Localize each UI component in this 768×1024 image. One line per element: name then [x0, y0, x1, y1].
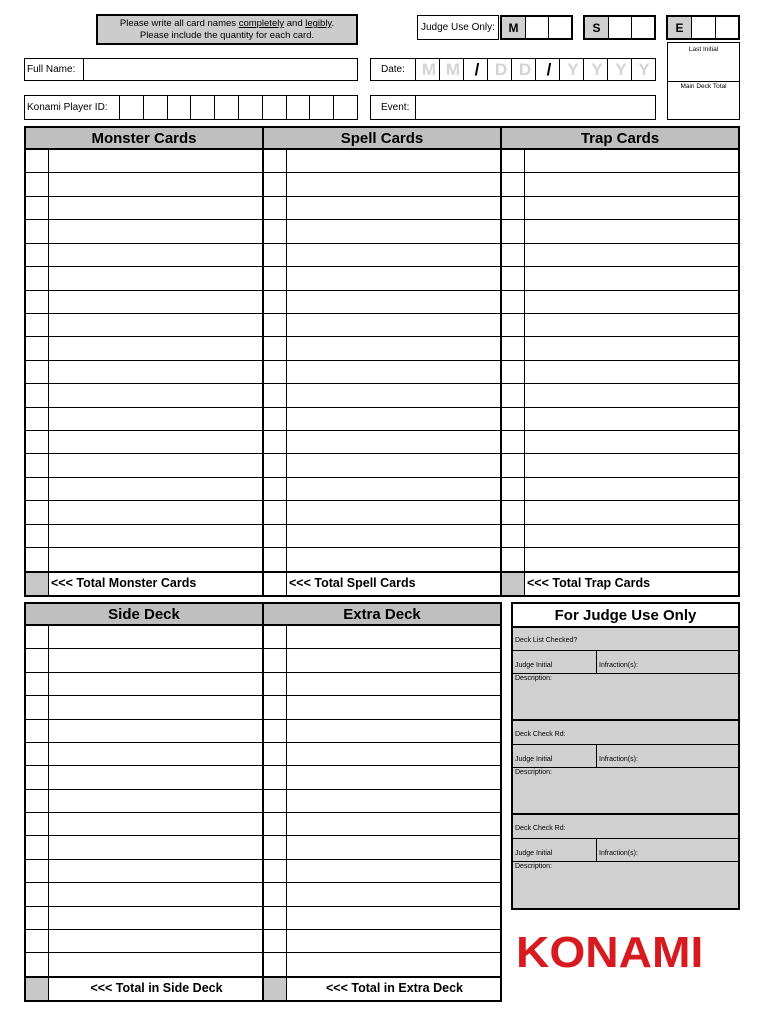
- card-row[interactable]: [26, 696, 262, 719]
- date-field[interactable]: [370, 58, 656, 81]
- total-row[interactable]: [264, 978, 500, 1000]
- total-extra-label: <<< Total in Extra Deck: [326, 980, 463, 995]
- description-label: Description:: [515, 675, 552, 682]
- main-deck-total-label: Main Deck Total: [680, 83, 727, 90]
- card-row[interactable]: [264, 314, 500, 337]
- deck-check-rd-label: Deck Check Rd:: [515, 731, 566, 738]
- card-row[interactable]: [502, 384, 738, 407]
- card-row[interactable]: [26, 525, 262, 548]
- card-row[interactable]: [26, 930, 262, 953]
- card-row[interactable]: [502, 291, 738, 314]
- date-year-placeholder: Y: [591, 60, 603, 79]
- card-row[interactable]: [264, 766, 500, 789]
- card-row[interactable]: [264, 860, 500, 883]
- event-label: Event:: [381, 102, 410, 113]
- card-row[interactable]: [502, 525, 738, 548]
- notice-line-2: Please include the quantity for each card.: [139, 30, 315, 41]
- card-row[interactable]: [264, 478, 500, 501]
- player-id-field[interactable]: [24, 95, 358, 120]
- card-row[interactable]: [502, 244, 738, 267]
- date-day-placeholder: D: [518, 60, 532, 79]
- total-count-cell[interactable]: [264, 573, 287, 595]
- date-year-placeholder: Y: [567, 60, 579, 79]
- card-row[interactable]: [26, 813, 262, 836]
- monster-cards-title: Monster Cards: [26, 128, 262, 150]
- date-month-placeholder: M: [421, 60, 437, 79]
- card-row[interactable]: [264, 173, 500, 196]
- card-row[interactable]: [26, 337, 262, 360]
- card-row[interactable]: [26, 907, 262, 930]
- card-row[interactable]: [26, 766, 262, 789]
- card-row[interactable]: [26, 836, 262, 859]
- card-row[interactable]: [502, 431, 738, 454]
- card-row[interactable]: [26, 291, 262, 314]
- card-row[interactable]: [502, 478, 738, 501]
- judge-initial-row[interactable]: [513, 745, 738, 768]
- total-row[interactable]: [502, 573, 738, 595]
- infraction-label: Infraction(s):: [599, 756, 638, 763]
- card-row[interactable]: [264, 626, 500, 649]
- card-row[interactable]: [264, 501, 500, 524]
- card-row[interactable]: [264, 454, 500, 477]
- judge-use-panel: [511, 602, 740, 910]
- card-row[interactable]: [264, 361, 500, 384]
- card-row[interactable]: [26, 790, 262, 813]
- judge-box-s[interactable]: [583, 15, 656, 40]
- trap-cards-title: Trap Cards: [502, 128, 738, 150]
- spell-cards-section: [262, 126, 502, 597]
- card-row[interactable]: [264, 384, 500, 407]
- judge-box-m[interactable]: [500, 15, 573, 40]
- card-row[interactable]: [264, 790, 500, 813]
- date-separator: /: [546, 60, 552, 79]
- card-row[interactable]: [264, 337, 500, 360]
- card-row[interactable]: [26, 743, 262, 766]
- judge-panel-title: For Judge Use Only: [513, 604, 738, 628]
- card-row[interactable]: [26, 860, 262, 883]
- total-count-cell[interactable]: [264, 978, 287, 1000]
- trap-cards-section: [500, 126, 740, 597]
- judge-use-label-box: [417, 15, 499, 40]
- card-row[interactable]: [26, 649, 262, 672]
- card-row[interactable]: [26, 626, 262, 649]
- player-id-label: Konami Player ID:: [27, 102, 108, 113]
- card-row[interactable]: [26, 548, 262, 572]
- total-count-cell[interactable]: [26, 978, 49, 1000]
- total-side-label: <<< Total in Side Deck: [90, 980, 223, 995]
- date-day-placeholder: D: [494, 60, 508, 79]
- card-row[interactable]: [502, 267, 738, 290]
- card-row[interactable]: [264, 244, 500, 267]
- total-row[interactable]: [264, 573, 500, 595]
- notice-emphasis-completely: completely: [238, 18, 285, 29]
- card-row[interactable]: [26, 431, 262, 454]
- card-row[interactable]: [264, 649, 500, 672]
- side-deck-title: Side Deck: [26, 604, 262, 626]
- deck-check-rd-label: Deck Check Rd:: [515, 825, 566, 832]
- infraction-label: Infraction(s):: [599, 850, 638, 857]
- judge-totals-box[interactable]: [667, 42, 740, 120]
- judge-box-e-key: E: [668, 17, 692, 38]
- date-year-placeholder: Y: [615, 60, 627, 79]
- date-year-placeholder: Y: [638, 60, 650, 79]
- total-row[interactable]: [26, 573, 262, 595]
- judge-initial-label: Judge Initial: [515, 662, 553, 669]
- card-row[interactable]: [502, 501, 738, 524]
- full-name-label: Full Name:: [27, 64, 76, 75]
- card-row[interactable]: [264, 220, 500, 243]
- notice-text: Please write all card names: [119, 18, 239, 29]
- card-row[interactable]: [264, 953, 500, 977]
- notice-text: and: [284, 18, 306, 29]
- card-row[interactable]: [26, 244, 262, 267]
- deck-check-rd-row[interactable]: [513, 721, 738, 745]
- total-trap-label: <<< Total Trap Cards: [527, 575, 651, 590]
- extra-deck-title: Extra Deck: [264, 604, 500, 626]
- total-spell-label: <<< Total Spell Cards: [289, 575, 416, 590]
- deck-check-rd-row[interactable]: [513, 815, 738, 839]
- card-row[interactable]: [264, 408, 500, 431]
- notice-text: .: [331, 18, 335, 29]
- deck-list-checked-row[interactable]: [513, 628, 738, 651]
- card-row[interactable]: [502, 408, 738, 431]
- card-row[interactable]: [264, 150, 500, 173]
- card-row[interactable]: [264, 813, 500, 836]
- card-row[interactable]: [264, 930, 500, 953]
- card-row[interactable]: [26, 883, 262, 906]
- card-row[interactable]: [26, 501, 262, 524]
- card-row[interactable]: [264, 836, 500, 859]
- judge-use-label: Judge Use Only:: [421, 22, 495, 33]
- card-row[interactable]: [26, 454, 262, 477]
- total-count-cell[interactable]: [502, 573, 525, 595]
- card-row[interactable]: [264, 883, 500, 906]
- card-row[interactable]: [502, 454, 738, 477]
- side-deck-section: [24, 602, 264, 1002]
- card-row[interactable]: [502, 220, 738, 243]
- card-row[interactable]: [264, 525, 500, 548]
- card-row[interactable]: [26, 361, 262, 384]
- card-row[interactable]: [26, 478, 262, 501]
- extra-deck-section: [262, 602, 502, 1002]
- description-area[interactable]: [513, 674, 738, 721]
- card-row[interactable]: [502, 314, 738, 337]
- card-row[interactable]: [502, 548, 738, 572]
- card-row[interactable]: [26, 197, 262, 220]
- card-row[interactable]: [26, 720, 262, 743]
- description-area[interactable]: [513, 768, 738, 815]
- infraction-label: Infraction(s):: [599, 662, 638, 669]
- konami-logo: KONAMI: [516, 928, 704, 977]
- card-row[interactable]: [502, 337, 738, 360]
- card-row[interactable]: [264, 197, 500, 220]
- notice-emphasis-legibly: legibly: [305, 18, 332, 29]
- card-row[interactable]: [264, 907, 500, 930]
- card-row[interactable]: [264, 267, 500, 290]
- last-initial-label: Last Initial: [688, 46, 719, 53]
- total-monster-label: <<< Total Monster Cards: [51, 575, 197, 590]
- description-label: Description:: [515, 769, 552, 776]
- date-separator: /: [474, 60, 480, 79]
- event-field[interactable]: [370, 95, 656, 120]
- deck-list-checked-label: Deck List Checked?: [515, 637, 578, 644]
- monster-cards-section: [24, 126, 264, 597]
- judge-initial-label: Judge Initial: [515, 756, 553, 763]
- judge-initial-row[interactable]: [513, 839, 738, 862]
- date-label: Date:: [381, 64, 405, 75]
- date-month-placeholder: M: [445, 60, 461, 79]
- card-row[interactable]: [26, 384, 262, 407]
- card-row[interactable]: [264, 743, 500, 766]
- description-area[interactable]: [513, 862, 738, 908]
- card-row[interactable]: [264, 673, 500, 696]
- card-row[interactable]: [26, 408, 262, 431]
- card-row[interactable]: [502, 361, 738, 384]
- card-row[interactable]: [264, 431, 500, 454]
- judge-initial-row[interactable]: [513, 651, 738, 674]
- description-label: Description:: [515, 863, 552, 870]
- card-row[interactable]: [26, 220, 262, 243]
- card-row[interactable]: [264, 720, 500, 743]
- card-row[interactable]: [502, 197, 738, 220]
- card-row[interactable]: [26, 150, 262, 173]
- card-row[interactable]: [26, 314, 262, 337]
- card-row[interactable]: [26, 673, 262, 696]
- judge-box-e[interactable]: [666, 15, 740, 40]
- card-row[interactable]: [26, 953, 262, 977]
- card-row[interactable]: [264, 548, 500, 572]
- spell-cards-title: Spell Cards: [264, 128, 500, 150]
- card-row[interactable]: [26, 173, 262, 196]
- full-name-field[interactable]: [24, 58, 358, 81]
- card-row[interactable]: [26, 267, 262, 290]
- judge-initial-label: Judge Initial: [515, 850, 553, 857]
- total-count-cell[interactable]: [26, 573, 49, 595]
- card-row[interactable]: [264, 291, 500, 314]
- card-row[interactable]: [264, 696, 500, 719]
- card-row[interactable]: [502, 150, 738, 173]
- card-row[interactable]: [502, 173, 738, 196]
- instructions-notice: [96, 14, 358, 45]
- total-row[interactable]: [26, 978, 262, 1000]
- judge-box-m-key: M: [502, 17, 526, 38]
- judge-box-s-key: S: [585, 17, 609, 38]
